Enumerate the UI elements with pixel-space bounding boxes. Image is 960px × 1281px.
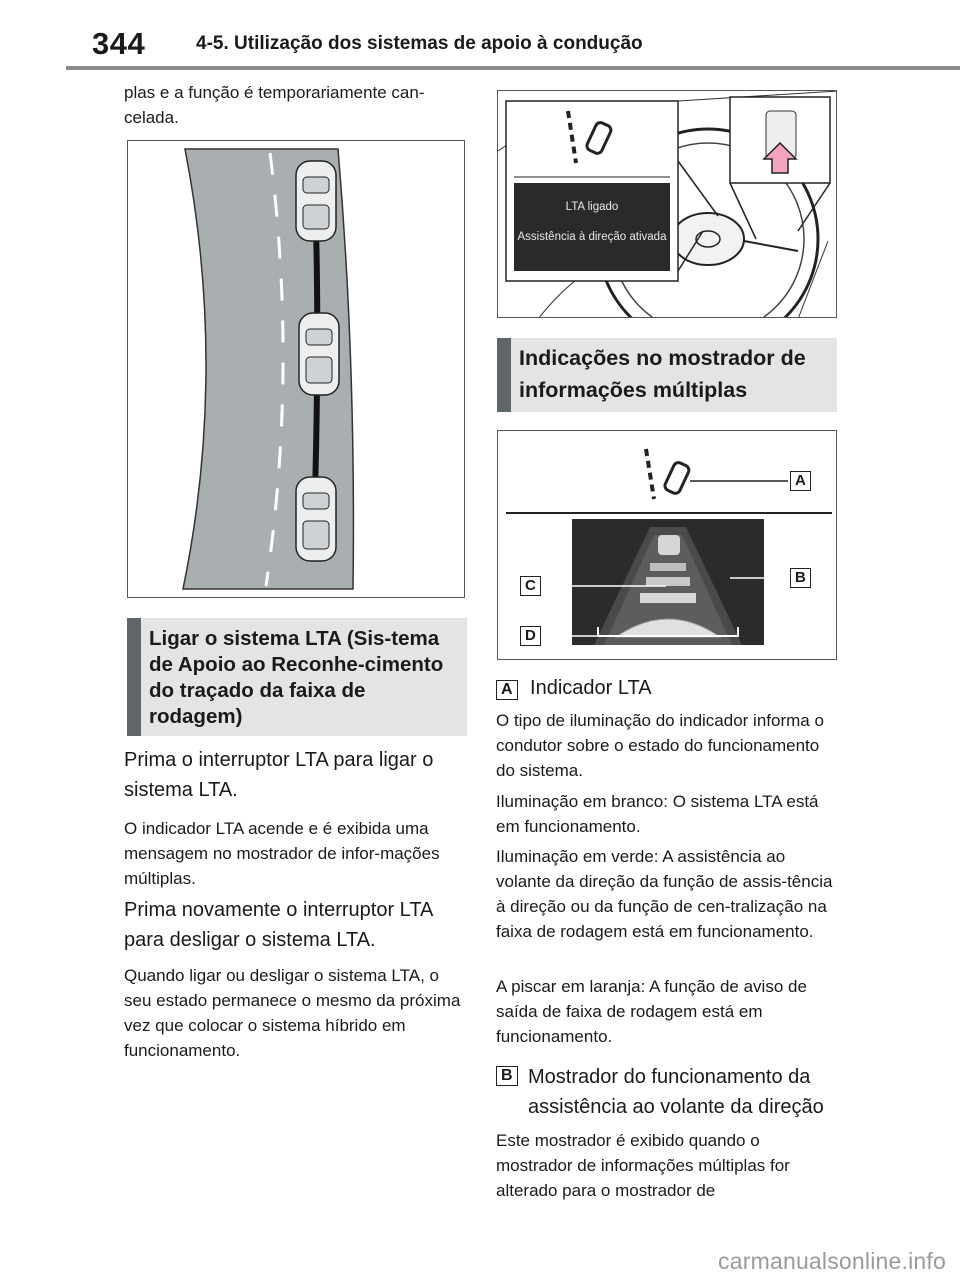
callout-b: B: [790, 568, 811, 588]
step1-text: Prima o interruptor LTA para ligar o sistema LTA.: [124, 749, 434, 801]
item-a-paragraph-1: O tipo de iluminação do indicador informa o condutor sobre o estado do funcionamento do sistema.: [496, 711, 824, 780]
header-rule: [66, 66, 960, 70]
step2-description: Quando ligar ou desligar o sistema LTA, o seu estado permanece o mesmo da próxima vez que colocar o sistema híbrido em funcionamento.: [124, 966, 461, 1060]
multi-info-heading: [497, 338, 837, 412]
intro-text: plas e a função é temporariamente can-celada.: [124, 83, 425, 127]
item-a-paragraph-3: Iluminação em verde: A assistência ao volante da direção da função de assis-tência à direção ou da função de cen-tralização na faixa de rodagem está em funcionamento.: [496, 847, 833, 941]
multi-info-display-figure: [497, 430, 837, 660]
lta-on-heading: [127, 618, 467, 736]
car-icon: [299, 313, 339, 395]
step2-text: Prima novamente o interruptor LTA para desligar o sistema LTA.: [124, 899, 433, 951]
display-message-line1: LTA ligado: [565, 201, 619, 213]
item-a-title: Indicador LTA: [530, 677, 652, 699]
step1-description: O indicador LTA acende e é exibida uma mensagem no mostrador de infor-mações múltiplas.: [124, 819, 440, 888]
callout-c: C: [520, 576, 541, 596]
callout-a: A: [790, 471, 811, 491]
watermark: carmanualsonline.info: [718, 1248, 946, 1274]
item-a-paragraph-4: A piscar em laranja: A função de aviso de saída de faixa de rodagem está em funcionamento.: [496, 977, 807, 1046]
item-b-heading: [496, 1062, 838, 1122]
item-a-label: A: [496, 680, 518, 700]
car-icon: [296, 477, 336, 561]
item-a-paragraph-2: Iluminação em branco: O sistema LTA está em funcionamento.: [496, 792, 819, 836]
multi-info-heading-text: Indicações no mostrador de informações múltiplas: [519, 346, 806, 402]
section-title: 4-5. Utilização dos sistemas de apoio à condução: [196, 33, 643, 54]
multi-info-display-illustration: [498, 431, 837, 660]
page-header: [0, 0, 960, 70]
steering-wheel-figure: [497, 90, 837, 318]
display-message-line2: Assistência à direção ativada: [517, 231, 667, 243]
page-number: 344: [92, 26, 146, 61]
callout-d: D: [520, 626, 541, 646]
lane-tracing-illustration: [128, 141, 465, 598]
item-b-label: B: [496, 1066, 518, 1086]
lane-tracing-figure: [127, 140, 465, 598]
lta-on-heading-text: Ligar o sistema LTA (Sis-tema de Apoio ao Reconhe-cimento do traçado da faixa de rodagem): [149, 627, 444, 728]
item-b-paragraph-1: Este mostrador é exibido quando o mostrador de informações múltiplas for alterado para o mostrador de: [496, 1131, 790, 1200]
item-a-heading: [496, 673, 838, 703]
item-b-title: Mostrador do funcionamento da assistência ao volante da direção: [528, 1066, 824, 1118]
car-icon: [296, 161, 336, 241]
